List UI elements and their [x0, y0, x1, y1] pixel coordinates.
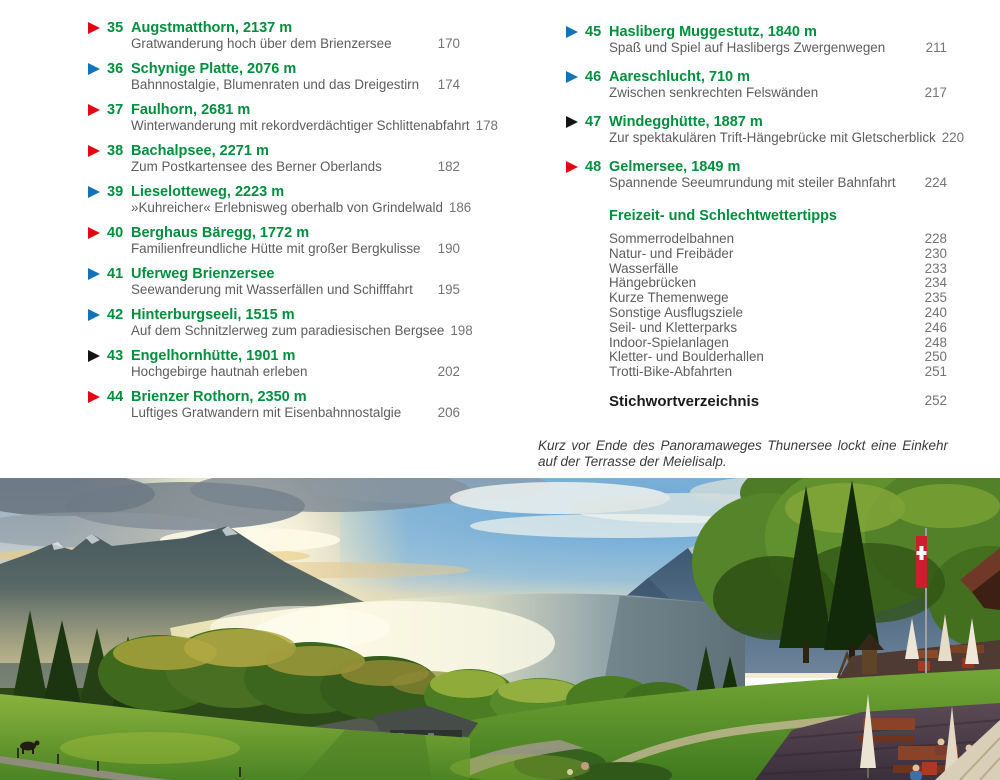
tips-heading: Freizeit- und Schlechtwettertipps: [609, 208, 837, 224]
tour-description: Winterwanderung mit rekordverdächtiger Schlittenabfahrt: [131, 118, 470, 133]
toc-entry: [566, 159, 947, 190]
tour-page-number: 224: [924, 175, 947, 190]
tour-page-number: 217: [924, 85, 947, 100]
tip-label: Hängebrücken: [609, 275, 697, 291]
tip-label: Kletter- und Boulderhallen: [609, 349, 764, 365]
tour-title: Engelhornhütte, 1901 m: [131, 348, 296, 364]
tour-description: Zwischen senkrechten Felswänden: [609, 85, 819, 100]
tour-description: Hochgebirge hautnah erleben: [131, 364, 308, 379]
tour-description: »Kuhreicher« Erlebnisweg oberhalb von Grindelwald: [131, 200, 443, 215]
tour-number: 35: [107, 20, 124, 36]
toc-entry: [88, 102, 498, 133]
difficulty-triangle-icon: [88, 227, 100, 239]
difficulty-triangle-icon: [88, 350, 100, 362]
tour-description: Zur spektakulären Trift-Hängebrücke mit Gletscherblick: [609, 130, 936, 145]
difficulty-triangle-icon: [88, 268, 100, 280]
tour-page-number: 182: [437, 159, 460, 174]
tip-row: [609, 336, 947, 351]
tip-row: [609, 291, 947, 306]
toc-entry: [88, 307, 473, 338]
tip-page-number: 230: [924, 245, 947, 261]
tour-number: 46: [585, 69, 602, 85]
tip-row: [609, 276, 947, 291]
tour-page-number: 211: [925, 40, 947, 55]
tip-label: Sommerrodelbahnen: [609, 231, 735, 246]
tour-page-number: 174: [437, 77, 460, 92]
toc-entry: [566, 69, 947, 100]
toc-entry: [88, 348, 460, 379]
tour-description: Auf dem Schnitzlerweg zum paradiesischen Bergsee: [131, 323, 445, 338]
landscape-photo-art: [0, 478, 1000, 780]
index-page-number: 252: [924, 392, 947, 408]
tip-row: [609, 247, 947, 262]
tip-page-number: 246: [924, 319, 947, 335]
difficulty-triangle-icon: [88, 391, 100, 403]
tour-page-number: 198: [450, 323, 473, 338]
tip-row: [609, 350, 947, 365]
tour-description: Zum Postkartensee des Berner Oberlands: [131, 159, 382, 174]
tip-label: Sonstige Ausflugsziele: [609, 304, 743, 320]
tour-number: 47: [585, 114, 602, 130]
tip-row: [609, 306, 947, 321]
tour-title: Lieselotteweg, 2223 m: [131, 184, 285, 200]
difficulty-triangle-icon: [566, 161, 578, 173]
tour-description: Seewanderung mit Wasserfällen und Schifffahrt: [131, 282, 413, 297]
tour-page-number: 220: [941, 130, 965, 145]
tour-page-number: 202: [437, 364, 460, 379]
tour-title: Hasliberg Muggestutz, 1840 m: [609, 24, 817, 40]
tour-title: Berghaus Bäregg, 1772 m: [131, 225, 310, 241]
difficulty-triangle-icon: [88, 309, 100, 321]
tour-number: 40: [107, 225, 124, 241]
toc-column-left: [88, 20, 498, 430]
tip-row: [609, 262, 947, 277]
tour-number: 39: [107, 184, 124, 200]
tour-description: Gratwanderung hoch über dem Brienzersee: [131, 36, 392, 51]
tips-section: [609, 209, 947, 380]
tour-title: Schynige Platte, 2076 m: [131, 61, 297, 77]
tour-page-number: 190: [437, 241, 460, 256]
tour-number: 41: [107, 266, 124, 282]
toc-entry: [566, 24, 947, 55]
difficulty-triangle-icon: [88, 145, 100, 157]
tip-page-number: 240: [924, 304, 947, 320]
toc-entry: [88, 20, 460, 51]
difficulty-triangle-icon: [566, 71, 578, 83]
tip-label: Wasserfälle: [609, 260, 679, 276]
tour-title: Augstmatthorn, 2137 m: [131, 20, 293, 36]
tour-description: Luftiges Gratwandern mit Eisenbahnnostalgie: [131, 405, 402, 420]
tour-description: Spaß und Spiel auf Haslibergs Zwergenwegen: [609, 40, 886, 55]
toc-entry: [88, 225, 460, 256]
tip-page-number: 235: [924, 290, 947, 306]
tour-description: Bahnnostalgie, Blumenraten und das Dreigestirn: [131, 77, 420, 92]
tip-page-number: 228: [924, 231, 947, 246]
toc-entry: [88, 266, 460, 297]
tour-number: 37: [107, 102, 124, 118]
tour-page-number: 170: [437, 36, 460, 51]
tour-title: Aareschlucht, 710 m: [609, 69, 751, 85]
index-entry: [609, 393, 947, 410]
photo-caption: Kurz vor Ende des Panoramaweges Thunersee lockt eine Einkehr auf der Terrasse der Meielisalp.: [538, 438, 948, 469]
tour-description: Spannende Seeumrundung mit steiler Bahnfahrt: [609, 175, 896, 190]
landscape-photo: [0, 478, 1000, 780]
tip-row: [609, 232, 947, 247]
tip-page-number: 248: [924, 334, 947, 350]
tip-page-number: 233: [924, 260, 947, 276]
tip-label: Kurze Themenwege: [609, 290, 729, 306]
toc-entry: [88, 61, 460, 92]
tour-title: Brienzer Rothorn, 2350 m: [131, 389, 307, 405]
toc-column-right: [566, 24, 965, 410]
tip-label: Trotti-Bike-Abfahrten: [609, 364, 733, 380]
tour-number: 36: [107, 61, 124, 77]
toc-entry: [88, 143, 460, 174]
toc-entry: [566, 114, 965, 145]
tour-page-number: 178: [475, 118, 498, 133]
tip-label: Seil- und Kletterparks: [609, 319, 738, 335]
tour-page-number: 186: [448, 200, 472, 215]
tour-title: Gelmersee, 1849 m: [609, 159, 741, 175]
difficulty-triangle-icon: [88, 63, 100, 75]
difficulty-triangle-icon: [88, 186, 100, 198]
tip-page-number: 251: [924, 364, 947, 380]
tip-page-number: 234: [924, 275, 947, 291]
tip-page-number: 250: [924, 349, 947, 365]
tour-page-number: 195: [437, 282, 460, 297]
difficulty-triangle-icon: [566, 26, 578, 38]
tour-number: 42: [107, 307, 124, 323]
difficulty-triangle-icon: [88, 104, 100, 116]
tour-title: Bachalpsee, 2271 m: [131, 143, 269, 159]
tour-number: 45: [585, 24, 602, 40]
tour-description: Familienfreundliche Hütte mit großer Bergkulisse: [131, 241, 421, 256]
tour-number: 44: [107, 389, 124, 405]
tip-row: [609, 365, 947, 380]
tour-page-number: 206: [437, 405, 460, 420]
tip-label: Indoor-Spielanlagen: [609, 334, 729, 350]
tour-title: Faulhorn, 2681 m: [131, 102, 251, 118]
toc-entry: [88, 184, 472, 215]
toc-entry: [88, 389, 460, 420]
tip-label: Natur- und Freibäder: [609, 245, 734, 261]
index-label: Stichwortverzeichnis: [609, 392, 760, 410]
tip-row: [609, 321, 947, 336]
tour-number: 38: [107, 143, 124, 159]
tour-number: 48: [585, 159, 602, 175]
difficulty-triangle-icon: [88, 22, 100, 34]
tour-title: Windegghütte, 1887 m: [609, 114, 763, 130]
tour-title: Uferweg Brienzersee: [131, 266, 275, 282]
tour-number: 43: [107, 348, 124, 364]
tour-title: Hinterburgseeli, 1515 m: [131, 307, 295, 323]
difficulty-triangle-icon: [566, 116, 578, 128]
